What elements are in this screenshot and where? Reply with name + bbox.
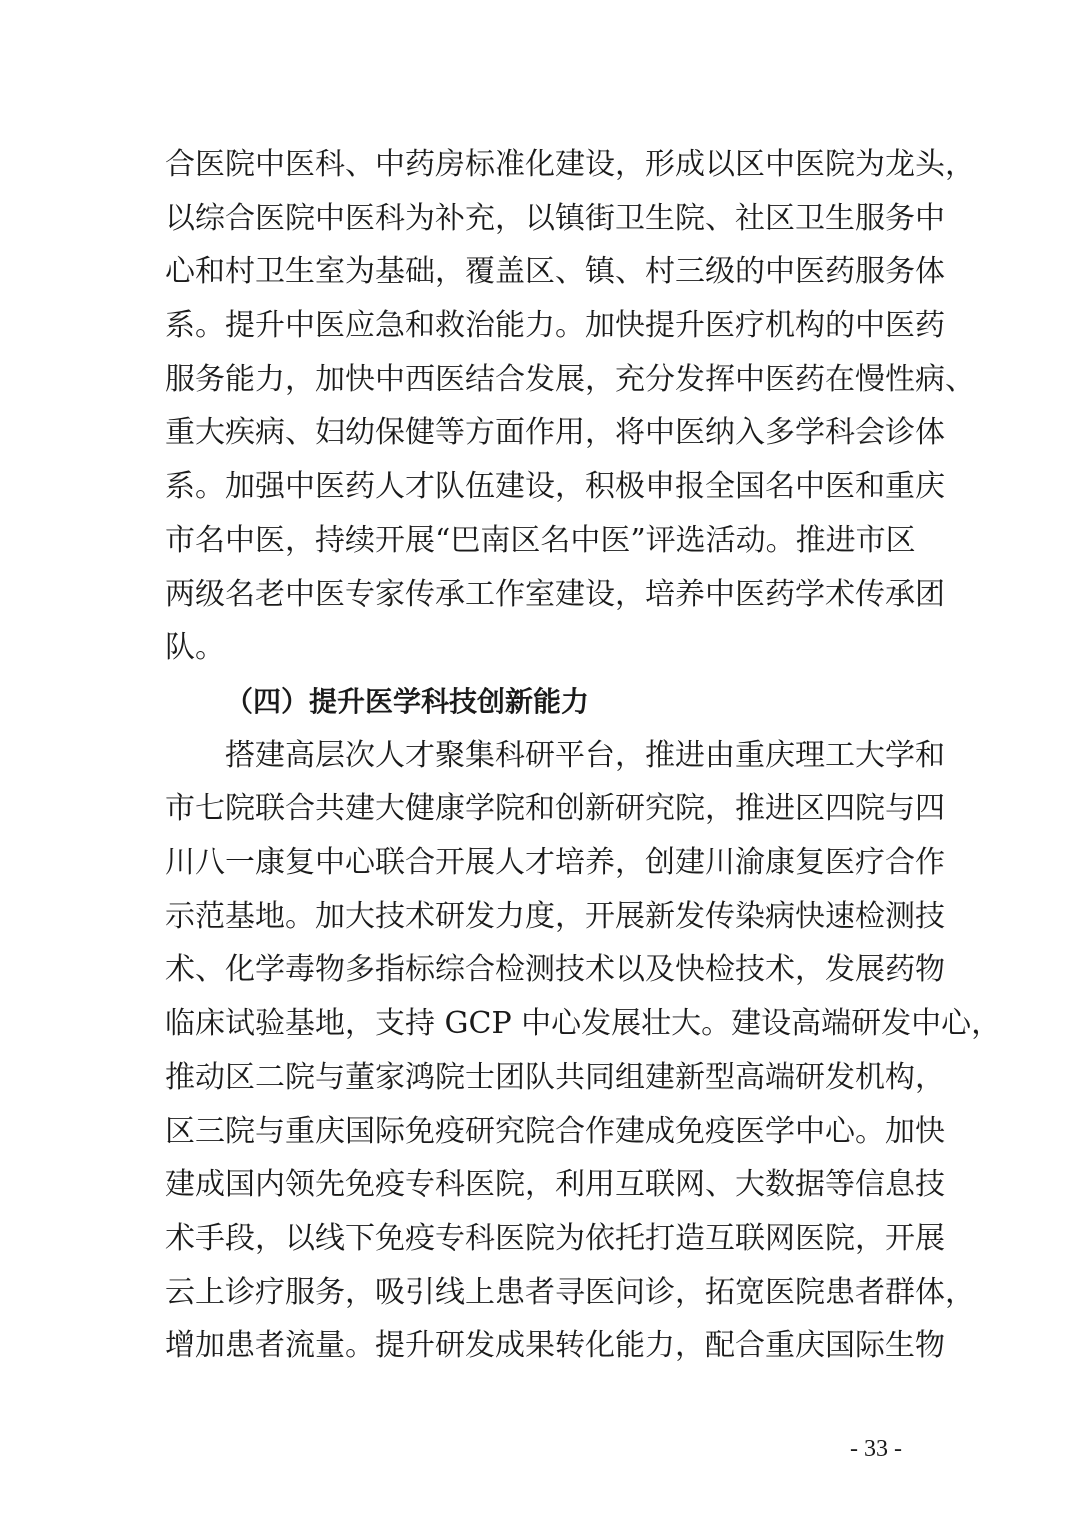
text-line: 川八一康复中心联合开展人才培养，创建川渝康复医疗合作 [165, 845, 945, 881]
text-line: 搭建高层次人才聚集科研平台，推进由重庆理工大学和 [225, 737, 945, 773]
text-line: 以综合医院中医科为补充，以镇街卫生院、社区卫生服务中 [165, 200, 945, 236]
text-line: 推动区二院与董家鸿院士团队共同组建新型高端研发机构， [165, 1059, 945, 1095]
text-line: 重大疾病、妇幼保健等方面作用，将中医纳入多学科会诊体 [165, 415, 945, 451]
text-line: 术、化学毒物多指标综合检测技术以及快检技术，发展药物 [165, 952, 945, 988]
text-line: 系。提升中医应急和救治能力。加快提升医疗机构的中医药 [165, 308, 945, 344]
text-line: 建成国内领先免疫专科医院，利用互联网、大数据等信息技 [165, 1167, 945, 1203]
text-line: 示范基地。加大技术研发力度，开展新发传染病快速检测技 [165, 898, 945, 934]
text-line: 队。 [165, 630, 225, 666]
text-line: 增加患者流量。提升研发成果转化能力，配合重庆国际生物 [165, 1328, 945, 1364]
text-line: 两级名老中医专家传承工作室建设，培养中医药学术传承团 [165, 576, 945, 612]
text-line: 系。加强中医药人才队伍建设，积极申报全国名中医和重庆 [165, 469, 945, 505]
text-line: 术手段，以线下免疫专科医院为依托打造互联网医院，开展 [165, 1220, 945, 1256]
section-medical-innovation [165, 675, 1002, 1373]
section-heading: （四）提升医学科技创新能力 [225, 685, 590, 718]
text-line: 区三院与重庆国际免疫研究院合作建成免疫医学中心。加快 [165, 1113, 945, 1149]
text-line: 心和村卫生室为基础，覆盖区、镇、村三级的中医药服务体 [165, 254, 945, 290]
text-line: 合医院中医科、中药房标准化建设，形成以区中医院为龙头， [165, 147, 975, 182]
page-number: - 33 - [850, 1436, 902, 1462]
text-line: 服务能力，加快中西医结合发展，充分发挥中医药在慢性病、 [165, 361, 975, 397]
paragraph-tcm-service-system [165, 138, 975, 675]
text-line: 市名中医，持续开展“巴南区名中医”评选活动。推进市区 [165, 522, 916, 558]
text-line: 临床试验基地，支持 GCP 中心发展壮大。建设高端研发中心， [165, 1006, 1002, 1042]
text-line: 市七院联合共建大健康学院和创新研究院，推进区四院与四 [165, 791, 945, 827]
text-line: 云上诊疗服务，吸引线上患者寻医问诊，拓宽医院患者群体， [165, 1274, 975, 1310]
